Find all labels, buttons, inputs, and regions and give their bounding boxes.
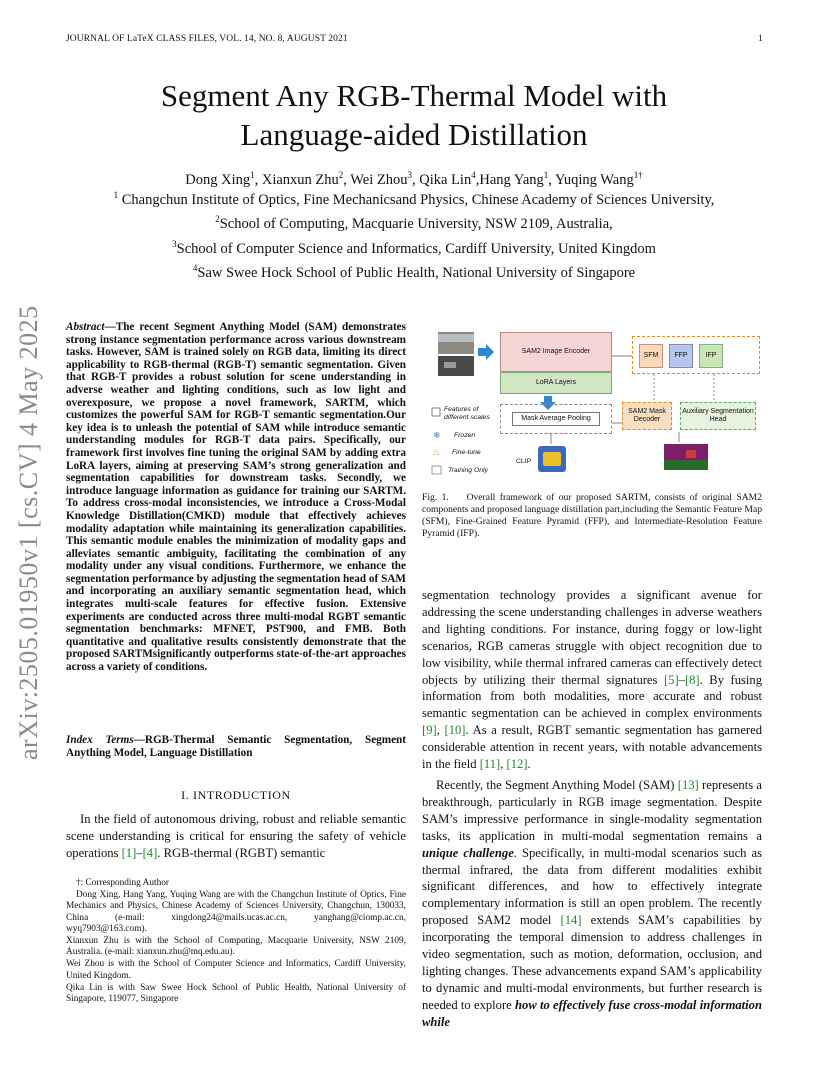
clip-icon-inner [543,452,561,466]
intro-body-right [422,587,762,1035]
citation-link[interactable]: [5] [663,672,679,687]
affil-mark: 1 [113,190,119,200]
legend-training-label: Training Only [448,467,488,474]
flame-icon: ♨ [432,448,441,458]
footnote: †: Corresponding Author [76,878,169,888]
author-affil-mark: 1 [250,170,255,180]
index-terms-lead: Index Terms [66,734,134,746]
author-name: Dong Xing [185,171,251,188]
author-name: Wei Zhou [350,171,408,188]
figure-caption [422,492,762,540]
lora-layers-box: LoRA Layers [500,372,612,394]
mask-decoder-box: SAM2 Mask Decoder [622,402,672,430]
author-affil-mark: 1 [543,170,549,180]
author-name: Hang Yang [479,171,544,188]
author-affil-mark: 3 [407,170,413,180]
author-name: Xianxun Zhu [261,171,339,188]
caption-text: Overall framework of our proposed SARTM, consists of original SAM2 components and proposed language distillation part,including the Semantic Feature Map (SFM), Fine-Grained Feature Pyramid (FFP), and Intermediate-Resolution Feature Pyramid (IFP). [422,492,762,539]
author-list: Dong Xing$^1$, Xianxun Zhu$^2$, Wei Zhou$^3$, Qika Lin$^4$,Hang Yang$^1$, Yuqing Wang$^{1\dagger}$ [185,170,643,188]
body-text: , [436,723,445,738]
author-affil-mark: 4 [471,170,476,180]
emphasis: unique challenge [422,845,514,860]
image-encoder-box: SAM2 Image Encoder [500,332,612,372]
affiliation [40,259,788,283]
ifp-box: IFP [699,344,723,368]
affil-text: School of Computer Science and Informatics, Cardiff University, United Kingdom [176,240,656,257]
affil-mark: 4 [192,262,198,273]
affil-mark: 2 [215,214,220,225]
affiliation [40,235,788,259]
clip-label: CLIP [516,458,532,465]
aux-head-box: Auxiliary Segmentation Head [680,402,756,430]
snowflake-icon: ❄ [433,431,441,441]
body-text: . As a result, RGBT semantic segmentation has garnered considerable attention in recent years, with notable advancements in the field [422,723,762,772]
mask-average-pooling-box: Mask Average Pooling [512,412,600,426]
body-paragraph [422,777,762,1031]
framework-figure [424,326,764,486]
segmentation-car [686,450,696,458]
legend-frozen-label: Frozen [454,432,476,439]
author-name: Yuqing Wang [555,171,634,188]
footnote: Xianxun Zhu is with the School of Computing, Macquarie University, NSW 2109, Australia. (e-mail: xianxun.zhu@mq.edu.au). [66,936,406,958]
intro-paragraph [66,811,406,862]
affil-text: Saw Swee Hock School of Public Health, National University of Singapore [197,264,636,281]
author-affil-mark: 1† [633,170,643,180]
body-text: . Specifically, in multi-modal scenarios such as thermal infrared, the data from different modalities exhibit significant differences, and how to effectively integrate complementary information is still an open problem. The recently proposed SAM2 model [422,845,762,928]
citation-link[interactable]: [13] [677,777,699,792]
body-text: , [500,757,507,772]
running-header: JOURNAL OF LaTeX CLASS FILES, VOL. 14, NO. 8, AUGUST 2021 [66,34,348,44]
body-text: . By fusing information from both modalities, more accurate and robust semantic segmentation can be achieved in complex environments [422,672,762,721]
thermal-blob [444,362,456,368]
legend-features-glyph [432,408,440,416]
legend-features-label: Features of different scales [444,406,490,421]
sfm-box: SFM [639,344,663,368]
body-paragraph [422,587,762,773]
intro-text: – [136,846,143,860]
citation-link[interactable]: [9] [422,723,437,738]
body-text: represents a breakthrough, particularly in RGB image segmentation. Despite SAM’s impressive performance in single-modality segmentation tasks, its application in multi-modal segmentation remains a [422,777,762,843]
abstract-text: —The recent Segment Anything Model (SAM) demonstrates strong instance segmentation performance across various downstream tasks. However, SAM is trained solely on RGB data, limiting its direct applicability to RGB-thermal (RGB-T) semantic segmentation. Given that RGB-T provides a robust solution for scene understanding in adverse weather and lighting conditions, such as low light and overexposure, we propose a novel framework, SARTM, which customizes the powerful SAM for RGB-T semantic segmentation.Our key idea is to unleash the potential of SAM while introduce semantic understanding modules for RGB-T data pairs. Specifically, our framework first involves fine tuning the original SAM by adding extra LoRA layers, aiming at preserving SAM’s strong generalization and segmentation capabilities for downstream tasks. Secondly, we introduce language information as guidance for training our SARTM. To address cross-modal inconsistencies, we introduce a Cross-Modal Knowledge Distillation(CMKD) module that effectively achieves modality adaptation while maintaining its generalization capabilities. This semantic module enables the minimization of modality gaps and alleviates semantic ambiguity, facilitating the combination of any modality under any visual conditions. Furthermore, we enhance the segmentation performance by adjusting the segmentation head of SAM and incorporating an auxiliary semantic segmentation head, which integrates multi-scale features for effective fusion. Extensive experiments are conducted across three multi-modal RGBT semantic segmentation benchmarks: MFNET, PST900, and FMB. Both quantitative and qualitative results consistently demonstrate that the proposed SARTMsignificantly outperforms state-of-the-art approaches across a variety of conditions. [66,321,406,674]
footnotes [66,878,406,1006]
index-terms [66,734,406,759]
section-heading: I. INTRODUCTION [181,788,291,802]
segmentation-road [664,460,708,470]
arxiv-stamp: arXiv:2505.01950v1 [cs.CV] 4 May 2025 [14,305,43,760]
citation-link[interactable]: [4] [142,846,158,860]
abstract-lead: Abstract [66,321,105,333]
citation-link[interactable]: [14] [560,913,582,928]
citation-link[interactable]: [1] [121,846,137,860]
citation-link[interactable]: [8] [684,672,700,687]
emphasis: how to effectively fuse cross-modal information while [422,997,762,1029]
body-text: extends SAM’s capabilities by incorporating the temporal dimension to address challenges in video segmentation, such as motion, deformation, occlusion, and lighting changes. These advancements expand SAM’s applicability to dynamic and multi-modal environments, but further research is needed to explore [422,913,763,1012]
affiliation-list [40,186,788,283]
author-name: Qika Lin [419,171,472,188]
affiliation [40,210,788,234]
author-affil-mark: 2 [338,170,344,180]
title-line-2: Language-aided Distillation [240,117,588,152]
caption-label: Fig. 1. [422,492,449,503]
body-text: – [678,672,685,687]
legend-training-glyph [432,466,441,474]
body-text: . [527,757,531,772]
page-number: 1 [758,34,763,44]
index-terms-text: —RGB-Thermal Semantic Segmentation, Segment Anything Model, Language Distillation [66,734,406,759]
input-arrow [478,344,494,360]
ffp-box: FFP [669,344,693,368]
legend-finetune-label: Fine-tune [452,449,481,456]
affiliation [40,186,788,210]
affil-mark: 3 [172,238,177,249]
footnote: Qika Lin is with Saw Swee Hock School of Public Health, National University of Singapore, 119077, Singapore [66,982,406,1005]
intro-text: . RGB-thermal (RGBT) semantic [157,846,326,860]
footnote: Wei Zhou is with the School of Computer Science and Informatics, Cardiff University, United Kingdom. [66,959,406,981]
footnote: Dong Xing, Hang Yang, Yuqing Wang are with the Changchun Institute of Optics, Fine Mechanics and Physics, Chinese Academy of Sciences University, Changchun, 130033, China (e-mail: xingdong24@mails.ucas.ac.cn, yanghang@ciomp.ac.cn, wyq7903@163.com). [66,890,406,934]
paper-title [60,76,768,154]
body-text: Recently, the Segment Anything Model (SAM) [436,777,678,792]
body-text: segmentation technology provides a significant avenue for addressing the scene understanding challenges in adverse weathers and lighting conditions. For instance, during foggy or low-light scenarios, RGB cameras struggle with object recognition due to low visibility, while thermal infrared cameras can effectively detect objects by utilizing their thermal signatures [422,588,762,687]
intro-text: In the field of autonomous driving, robust and reliable semantic scene understanding is critical for ensuring the safety of vehicle operations [66,812,406,860]
affil-text: School of Computing, Macquarie University, NSW 2109, Australia, [219,216,613,233]
citation-link[interactable]: [12] [506,757,528,772]
affil-text: Changchun Institute of Optics, Fine Mechanicsand Physics, Chinese Academy of Sciences University, [118,191,715,208]
rgb-sky [438,334,474,342]
abstract [66,321,406,674]
citation-link[interactable]: [11] [479,757,501,772]
title-line-1: Segment Any RGB-Thermal Model with [160,78,668,113]
citation-link[interactable]: [10] [444,723,466,738]
